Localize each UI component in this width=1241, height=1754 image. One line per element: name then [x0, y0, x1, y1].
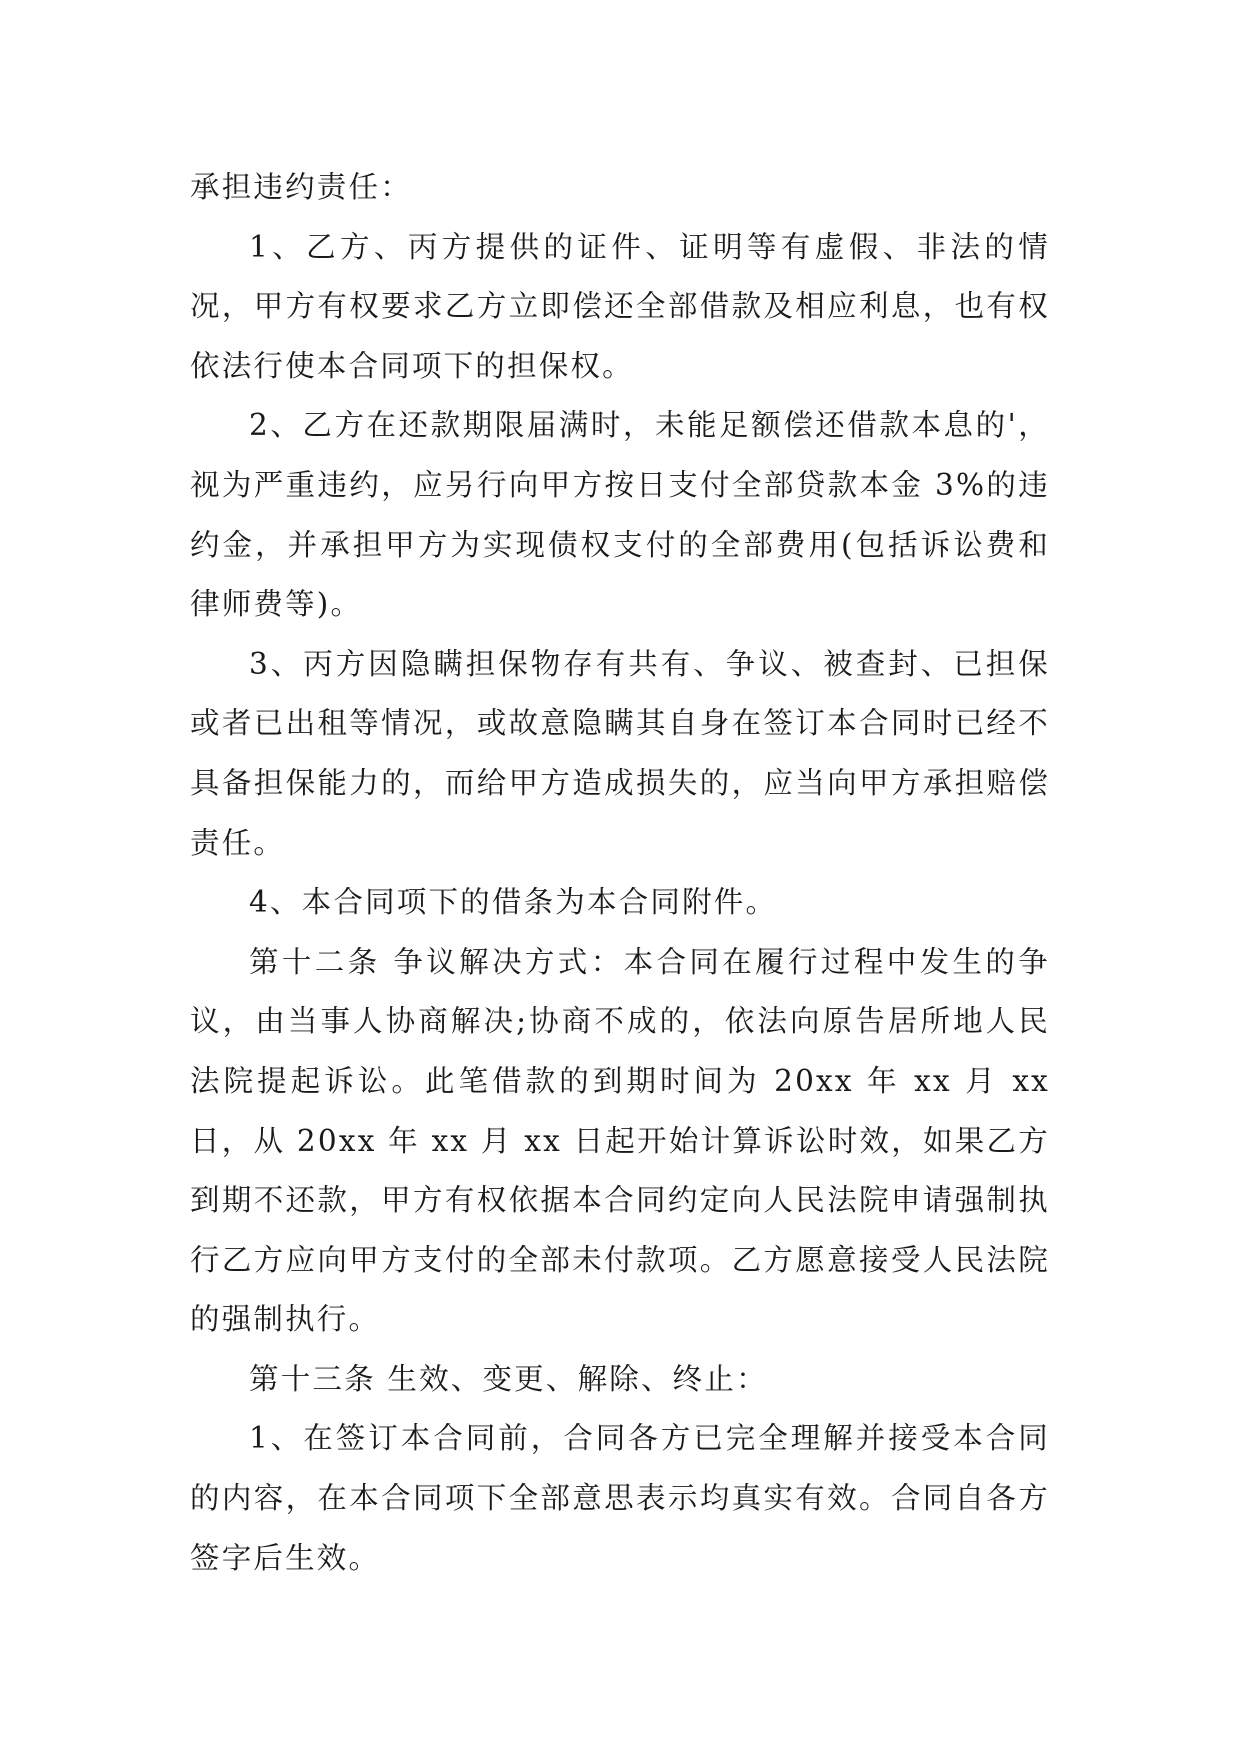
- paragraph-item-2: 2、乙方在还款期限届满时，未能足额偿还借款本息的'，视为严重违约，应另行向甲方按日支付全部贷款本金 3%的违约金，并承担甲方为实现债权支付的全部费用(包括诉讼费和律师费等)。: [190, 408, 1050, 622]
- paragraph-item-1: 1、乙方、丙方提供的证件、证明等有虚假、非法的情况，甲方有权要求乙方立即偿还全部借款及相应利息，也有权依法行使本合同项下的担保权。: [190, 229, 1050, 383]
- paragraph-article-12: 第十二条 争议解决方式：本合同在履行过程中发生的争议，由当事人协商解决;协商不成的，依法向原告居所地人民法院提起诉讼。此笔借款的到期时间为 20xx 年 xx 月 xx 日，从 20xx 年 xx 月 xx 日起开始计算诉讼时效，如果乙方到期不还款，甲方有权依据本合同约定向人民法院申请强制执行乙方应向甲方支付的全部未付款项。乙方愿意接受人民法院的强制执行。: [190, 944, 1050, 1337]
- paragraph-item-3: 3、丙方因隐瞒担保物存有共有、争议、被查封、已担保或者已出租等情况，或故意隐瞒其自身在签订本合同时已经不具备担保能力的，而给甲方造成损失的，应当向甲方承担赔偿责任。: [190, 646, 1050, 860]
- paragraph-item-4: 4、本合同项下的借条为本合同附件。: [249, 885, 778, 920]
- paragraph-article-13-heading: 第十三条 生效、变更、解除、终止：: [249, 1361, 768, 1396]
- paragraph-clause-continuation: 承担违约责任：: [190, 170, 412, 204]
- document-page: [190, 158, 1050, 1588]
- paragraph-article-13-item-1: 1、在签订本合同前，合同各方已完全理解并接受本合同的内容，在本合同项下全部意思表示均真实有效。合同自各方签字后生效。: [190, 1421, 1050, 1575]
